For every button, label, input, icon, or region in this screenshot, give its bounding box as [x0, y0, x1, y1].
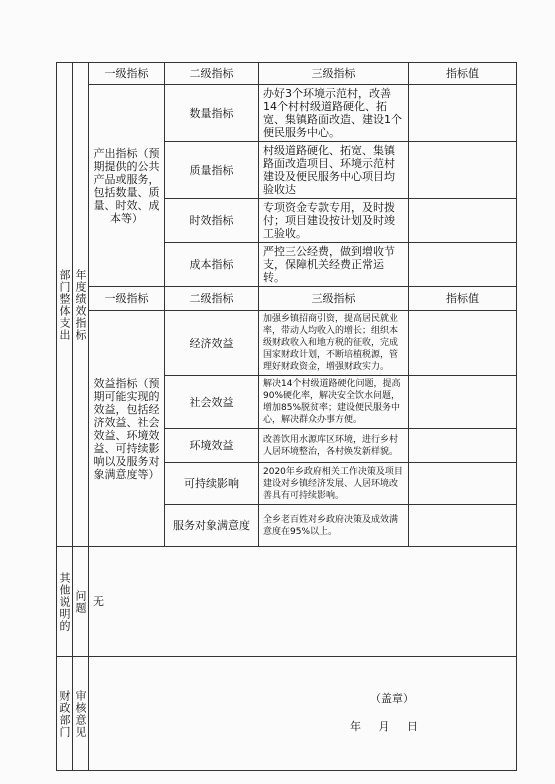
table-row — [57, 311, 517, 376]
header-row — [57, 287, 517, 311]
level2-cell: 服务对象满意度 — [165, 505, 259, 547]
level2-cell: 经济效益 — [165, 311, 259, 376]
benefit-indicator-label: 效益指标（预期可能实现的效益，包括经济效益、社会效益、环境效益、可持续影响以及服务对象满意度等） — [89, 311, 165, 547]
value-cell[interactable] — [409, 311, 517, 376]
level3-cell: 全乡老百姓对乡政府决策及成效满意度在95%以上。 — [259, 505, 409, 547]
header-row — [57, 63, 517, 85]
level2-cell: 环境效益 — [165, 429, 259, 463]
level3-cell: 专项资金专款专用，及时拨付；项目建设按计划及时竣工验收。 — [259, 199, 409, 243]
level2-cell: 质量指标 — [165, 142, 259, 199]
header-level2: 二级指标 — [165, 63, 259, 85]
header-level1: 一级指标 — [89, 63, 165, 85]
level2-cell: 数量指标 — [165, 85, 259, 142]
value-cell[interactable] — [409, 505, 517, 547]
table-row — [57, 85, 517, 142]
level3-cell: 加强乡镇招商引资，提高居民就业率，带动人均收入的增长；组织本级财政收入和地方税的征收，完成国家财政计划，不断培植税源，管理好财政资金，增强财政实力。 — [259, 311, 409, 376]
level2-cell: 时效指标 — [165, 199, 259, 243]
other-notes-row — [57, 547, 517, 657]
review-label2: 审核意见 — [74, 689, 87, 738]
annual-indicator-label: 年度绩效指标 — [73, 63, 89, 547]
level3-cell: 解决14个村级道路硬化问题，提高90%硬化率，解决安全饮水问题，增加85%脱贫率；建设便民服务中心，解决群众办事方便。 — [259, 376, 409, 429]
header-level3: 三级指标 — [259, 63, 409, 85]
review-content[interactable] — [89, 657, 517, 771]
header-level1: 一级指标 — [89, 287, 165, 311]
other-notes-label-cell — [57, 547, 73, 657]
value-cell[interactable] — [409, 199, 517, 243]
review-label-cell — [57, 657, 73, 771]
other-notes-content[interactable]: 无 — [89, 547, 517, 657]
header-level2: 二级指标 — [165, 287, 259, 311]
level3-cell: 2020年乡政府相关工作决策及项目建设对乡镇经济发展、人居环境改善具有可持续影响。 — [259, 463, 409, 505]
value-cell[interactable] — [409, 142, 517, 199]
value-cell[interactable] — [409, 463, 517, 505]
seal-text: （盖章） — [370, 692, 414, 705]
other-notes-label: 其他说明的 — [58, 571, 71, 632]
header-value: 指标值 — [409, 287, 517, 311]
level2-cell: 社会效益 — [165, 376, 259, 429]
review-label-cell2 — [73, 657, 89, 771]
level2-cell: 成本指标 — [165, 243, 259, 287]
output-indicator-label: 产出指标（预期提供的公共产品或服务，包括数量、质量、时效、成本等） — [89, 85, 165, 287]
review-label: 财政部门 — [58, 689, 71, 738]
level3-cell: 改善饮用水源库区环境，进行乡村人居环境整治，各村焕发新样貌。 — [259, 429, 409, 463]
level3-cell: 严控三公经费，做到增收节支，保障机关经费正常运转。 — [259, 243, 409, 287]
value-cell[interactable] — [409, 429, 517, 463]
header-level3: 三级指标 — [259, 287, 409, 311]
level3-cell: 村级道路硬化、拓宽、集镇路面改造项目、环境示范村建设及便民服务中心项目均验收达 — [259, 142, 409, 199]
date-text: 年 月 日 — [350, 720, 418, 733]
level3-cell: 办好3个环境示范村，改善14个村村级道路硬化、拓宽、集镇路面改造、建设1个便民服务中心。 — [259, 85, 409, 142]
value-cell[interactable] — [409, 376, 517, 429]
dept-expense-label: 部门整体支出 — [57, 63, 73, 547]
review-row — [57, 657, 517, 771]
level2-cell: 可持续影响 — [165, 463, 259, 505]
other-notes-label-cell2 — [73, 547, 89, 657]
value-cell[interactable] — [409, 243, 517, 287]
value-cell[interactable] — [409, 85, 517, 142]
other-notes-label2: 问题 — [74, 589, 87, 614]
header-value: 指标值 — [409, 63, 517, 85]
performance-table — [56, 62, 517, 771]
